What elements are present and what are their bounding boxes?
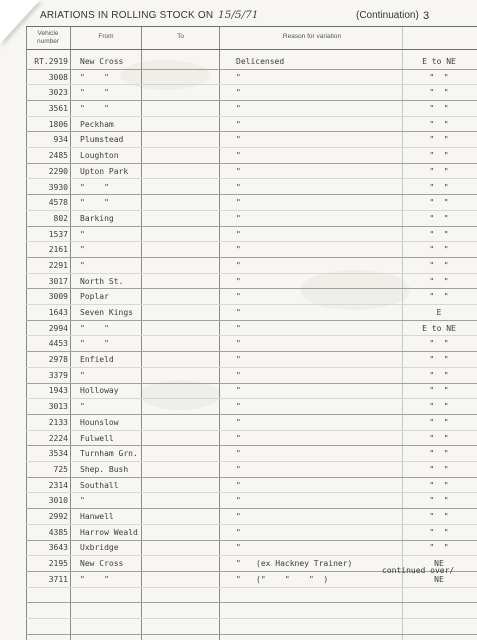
vehicle-number-cell: 3379 bbox=[48, 370, 68, 380]
vehicle-number-cell: 2992 bbox=[48, 511, 68, 521]
table-row bbox=[0, 305, 477, 321]
table-row bbox=[0, 211, 477, 227]
licence-code-cell: " " bbox=[429, 166, 449, 176]
from-cell: " bbox=[80, 370, 85, 380]
column-header-vehicle: Vehicle number bbox=[36, 30, 60, 45]
reason-cell: " bbox=[236, 88, 241, 98]
table-row bbox=[0, 446, 477, 462]
from-cell: Plumstead bbox=[80, 135, 124, 145]
vehicle-number-cell: 934 bbox=[53, 135, 68, 145]
table-row bbox=[0, 101, 477, 117]
vehicle-number-cell: 2291 bbox=[48, 260, 68, 270]
vehicle-number-cell: RT.2919 bbox=[34, 57, 68, 66]
vehicle-number-cell: 3017 bbox=[48, 276, 68, 286]
table-row bbox=[0, 352, 477, 368]
reason-note-cell: (" " " ) bbox=[256, 574, 329, 584]
reason-cell: " bbox=[236, 386, 241, 396]
licence-code-cell: " " bbox=[429, 527, 449, 537]
from-cell: Peckham bbox=[80, 119, 114, 129]
table-row bbox=[0, 54, 477, 70]
reason-cell: " bbox=[236, 449, 241, 459]
column-header-reason: Reason for variation bbox=[282, 33, 342, 40]
vehicle-number-cell: 2133 bbox=[48, 417, 68, 427]
table-row bbox=[0, 148, 477, 164]
table-row bbox=[0, 274, 477, 290]
licence-code-cell: " " bbox=[429, 417, 449, 427]
reason-cell: " bbox=[236, 339, 241, 349]
vehicle-number-cell: 1943 bbox=[48, 386, 68, 396]
table-row bbox=[0, 289, 477, 305]
vehicle-table-body bbox=[0, 54, 477, 587]
vehicle-number-cell: 3013 bbox=[48, 402, 68, 412]
reason-cell: Delicensed bbox=[236, 57, 285, 66]
from-cell: Enfield bbox=[80, 355, 114, 365]
from-cell: Upton Park bbox=[80, 166, 129, 176]
table-row bbox=[0, 132, 477, 148]
licence-code-cell: " " bbox=[429, 292, 449, 302]
continued-note: continued over/ bbox=[382, 566, 455, 575]
from-cell: " " bbox=[80, 72, 109, 82]
table-row bbox=[0, 336, 477, 352]
licence-code-cell: " " bbox=[429, 72, 449, 82]
continuation-label: (Continuation) bbox=[356, 10, 419, 21]
from-cell: Hanwell bbox=[80, 511, 114, 521]
from-cell: Barking bbox=[80, 213, 114, 223]
column-header-to: To bbox=[177, 33, 184, 40]
reason-cell: " bbox=[236, 559, 241, 568]
from-cell: " " bbox=[80, 574, 109, 584]
reason-cell: " bbox=[236, 104, 241, 114]
reason-cell: " bbox=[236, 511, 241, 521]
table-row bbox=[0, 399, 477, 415]
licence-code-cell: NE bbox=[434, 574, 444, 584]
reason-cell: " bbox=[236, 496, 241, 506]
reason-cell: " bbox=[236, 323, 241, 333]
table-row bbox=[0, 164, 477, 180]
vehicle-number-cell: 3561 bbox=[48, 104, 68, 114]
header-bottom-rule bbox=[26, 49, 477, 50]
reason-cell: " bbox=[236, 308, 241, 317]
licence-code-cell: " " bbox=[429, 355, 449, 365]
licence-code-cell: " " bbox=[429, 480, 449, 490]
vehicle-number-cell: 4385 bbox=[48, 527, 68, 537]
table-row bbox=[0, 540, 477, 556]
reason-cell: " bbox=[236, 198, 241, 208]
table-row bbox=[0, 525, 477, 541]
table-row bbox=[0, 242, 477, 258]
vehicle-number-cell: 2161 bbox=[48, 245, 68, 255]
table-row bbox=[0, 180, 477, 196]
vehicle-number-cell: 1643 bbox=[48, 308, 68, 317]
table-row bbox=[0, 70, 477, 86]
reason-cell: " bbox=[236, 543, 241, 553]
from-cell: " " bbox=[80, 88, 109, 98]
from-cell: North St. bbox=[80, 276, 124, 286]
vehicle-number-cell: 2485 bbox=[48, 151, 68, 161]
from-cell: New Cross bbox=[80, 57, 124, 66]
vehicle-number-cell: 1537 bbox=[48, 229, 68, 239]
from-cell: " " bbox=[80, 323, 109, 333]
vehicle-number-cell: 3008 bbox=[48, 72, 68, 82]
licence-code-cell: " " bbox=[429, 543, 449, 553]
page-number: 3 bbox=[423, 10, 430, 22]
licence-code-cell: E to NE bbox=[422, 323, 456, 333]
from-cell: New Cross bbox=[80, 559, 124, 568]
licence-code-cell: " " bbox=[429, 276, 449, 286]
from-cell: Hounslow bbox=[80, 417, 119, 427]
column-header-from: From bbox=[98, 33, 114, 40]
vehicle-number-cell: 3023 bbox=[48, 88, 68, 98]
from-cell: Uxbridge bbox=[80, 543, 119, 553]
reason-cell: " bbox=[236, 402, 241, 412]
from-cell: " bbox=[80, 245, 85, 255]
vehicle-number-cell: 3010 bbox=[48, 496, 68, 506]
vehicle-number-cell: 4578 bbox=[48, 198, 68, 208]
licence-code-cell: " " bbox=[429, 151, 449, 161]
reason-cell: " bbox=[236, 135, 241, 145]
licence-code-cell: " " bbox=[429, 496, 449, 506]
licence-code-cell: " " bbox=[429, 260, 449, 270]
table-row bbox=[0, 195, 477, 211]
reason-cell: " bbox=[236, 260, 241, 270]
table-row bbox=[0, 415, 477, 431]
table-row bbox=[0, 117, 477, 133]
licence-code-cell: " " bbox=[429, 339, 449, 349]
vehicle-number-cell: 2224 bbox=[48, 433, 68, 443]
reason-cell: " bbox=[236, 480, 241, 490]
table-row bbox=[0, 85, 477, 101]
vehicle-number-cell: 3009 bbox=[48, 292, 68, 302]
from-cell: " bbox=[80, 496, 85, 506]
table-row bbox=[0, 227, 477, 243]
licence-code-cell: " " bbox=[429, 182, 449, 192]
licence-code-cell: " " bbox=[429, 213, 449, 223]
table-row bbox=[0, 383, 477, 399]
licence-code-cell: " " bbox=[429, 464, 449, 474]
licence-code-cell: " " bbox=[429, 386, 449, 396]
from-cell: Seven Kings bbox=[80, 308, 133, 317]
table-row bbox=[0, 493, 477, 509]
licence-code-cell: " " bbox=[429, 229, 449, 239]
reason-cell: " bbox=[236, 433, 241, 443]
table-row bbox=[0, 321, 477, 337]
table-row bbox=[0, 478, 477, 494]
reason-cell: " bbox=[236, 574, 241, 584]
reason-cell: " bbox=[236, 151, 241, 161]
folded-corner bbox=[0, 0, 40, 44]
table-top-rule bbox=[26, 26, 477, 27]
from-cell: " bbox=[80, 229, 85, 239]
reason-cell: " bbox=[236, 119, 241, 129]
vehicle-number-cell: 3930 bbox=[48, 182, 68, 192]
from-cell: Holloway bbox=[80, 386, 119, 396]
from-cell: " " bbox=[80, 198, 109, 208]
vehicle-number-cell: 2290 bbox=[48, 166, 68, 176]
from-cell: Shep. Bush bbox=[80, 464, 129, 474]
reason-cell: " bbox=[236, 72, 241, 82]
reason-cell: " bbox=[236, 213, 241, 223]
vehicle-number-cell: 725 bbox=[53, 464, 68, 474]
reason-cell: " bbox=[236, 527, 241, 537]
from-cell: Loughton bbox=[80, 151, 119, 161]
licence-code-cell: " " bbox=[429, 198, 449, 208]
table-row bbox=[0, 509, 477, 525]
vehicle-number-cell: 3711 bbox=[48, 574, 68, 584]
vehicle-number-cell: 2994 bbox=[48, 323, 68, 333]
reason-cell: " bbox=[236, 245, 241, 255]
row-rule bbox=[26, 634, 477, 635]
licence-code-cell: " " bbox=[429, 88, 449, 98]
reason-note-cell: (ex Hackney Trainer) bbox=[256, 559, 353, 568]
licence-code-cell: " " bbox=[429, 449, 449, 459]
reason-cell: " bbox=[236, 229, 241, 239]
from-cell: Turnham Grn. bbox=[80, 449, 138, 459]
licence-code-cell: " " bbox=[429, 245, 449, 255]
reason-cell: " bbox=[236, 417, 241, 427]
vehicle-number-cell: 2978 bbox=[48, 355, 68, 365]
vehicle-number-cell: 1806 bbox=[48, 119, 68, 129]
vehicle-number-cell: 802 bbox=[53, 213, 68, 223]
from-cell: " " bbox=[80, 104, 109, 114]
table-row bbox=[0, 431, 477, 447]
licence-code-cell: " " bbox=[429, 402, 449, 412]
from-cell: " " bbox=[80, 182, 109, 192]
licence-code-cell: " " bbox=[429, 104, 449, 114]
reason-cell: " bbox=[236, 464, 241, 474]
reason-cell: " bbox=[236, 355, 241, 365]
licence-code-cell: " " bbox=[429, 135, 449, 145]
licence-code-cell: " " bbox=[429, 433, 449, 443]
vehicle-number-cell: 2314 bbox=[48, 480, 68, 490]
reason-cell: " bbox=[236, 182, 241, 192]
row-rule bbox=[26, 618, 477, 619]
vehicle-number-cell: 3534 bbox=[48, 449, 68, 459]
from-cell: " bbox=[80, 260, 85, 270]
licence-code-cell: " " bbox=[429, 119, 449, 129]
reason-cell: " bbox=[236, 370, 241, 380]
licence-code-cell: E to NE bbox=[422, 57, 456, 66]
table-row bbox=[0, 368, 477, 384]
from-cell: Fulwell bbox=[80, 433, 114, 443]
handwritten-date: 15/5/71 bbox=[218, 9, 259, 21]
licence-code-cell: " " bbox=[429, 370, 449, 380]
licence-code-cell: NE bbox=[434, 559, 444, 568]
row-rule bbox=[26, 602, 477, 603]
from-cell: " " bbox=[80, 339, 109, 349]
page-title: ARIATIONS IN ROLLING STOCK ON bbox=[40, 10, 214, 21]
table-row bbox=[0, 462, 477, 478]
vehicle-number-cell: 2195 bbox=[48, 559, 68, 568]
vehicle-number-cell: 3643 bbox=[48, 543, 68, 553]
from-cell: " bbox=[80, 402, 85, 412]
vehicle-number-cell: 4453 bbox=[48, 339, 68, 349]
from-cell: Southall bbox=[80, 480, 119, 490]
licence-code-cell: E bbox=[436, 308, 442, 317]
table-row bbox=[0, 258, 477, 274]
reason-cell: " bbox=[236, 292, 241, 302]
from-cell: Harrow Weald bbox=[80, 527, 138, 537]
reason-cell: " bbox=[236, 276, 241, 286]
from-cell: Poplar bbox=[80, 292, 109, 302]
licence-code-cell: " " bbox=[429, 511, 449, 521]
reason-cell: " bbox=[236, 166, 241, 176]
